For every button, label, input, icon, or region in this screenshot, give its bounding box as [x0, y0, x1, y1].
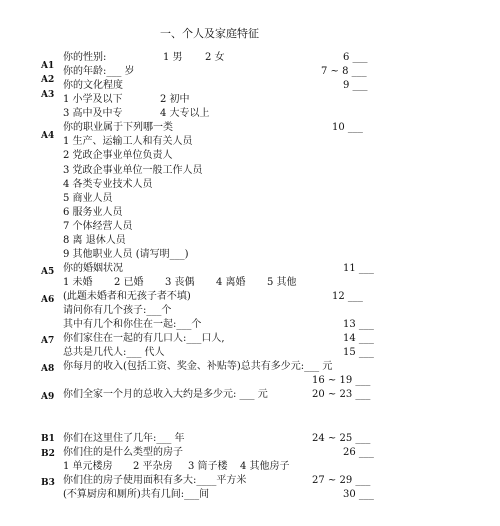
questionnaire-text: 你们全家一个月的总收入大约是多少元: ___ 元: [63, 389, 268, 400]
question-code: A5: [41, 267, 55, 277]
questionnaire-text: 你的职业属于下列哪一类: [63, 122, 173, 133]
answer-code-field: 14 ___: [343, 333, 374, 344]
questionnaire-text: 4 其他房子: [240, 461, 290, 472]
question-code: B1: [41, 434, 55, 444]
questionnaire-text: 4 各类专业技术人员: [63, 179, 153, 190]
questionnaire-text: 4 大专以上: [160, 108, 210, 119]
question-code: A1: [41, 61, 55, 71]
answer-code-field: 12 ___: [332, 291, 363, 302]
section-title: 一、个人及家庭特征: [160, 27, 259, 40]
answer-code-field: 20 ~ 23 ___: [312, 389, 371, 400]
answer-code-field: 6 ___: [343, 52, 368, 63]
questionnaire-text: 总共是几代人:___ 代人: [63, 347, 165, 358]
questionnaire-text: 你们在这里住了几年:___ 年: [63, 433, 185, 444]
questionnaire-text: 2 党政企事业单位负责人: [63, 150, 173, 161]
answer-code-field: 26 ___: [343, 447, 374, 458]
question-code: A2: [41, 75, 55, 85]
questionnaire-text: 其中有几个和你住在一起:___个: [63, 319, 202, 330]
questionnaire-text: 1 生产、运输工人和有关人员: [63, 136, 193, 147]
answer-code-field: 24 ~ 25 ___: [312, 433, 371, 444]
questionnaire-text: 你的文化程度: [63, 80, 123, 91]
questionnaire-text: 6 服务业人员: [63, 207, 123, 218]
questionnaire-text: 3 高中及中专: [63, 108, 123, 119]
answer-code-field: 15 ___: [343, 347, 374, 358]
answer-code-field: 7 ~ 8 ___: [321, 66, 367, 77]
answer-code-field: 9 ___: [343, 80, 368, 91]
questionnaire-text: 2 已婚: [114, 277, 144, 288]
questionnaire-text: 3 党政企事业单位一般工作人员: [63, 165, 203, 176]
answer-code-field: 13 ___: [343, 319, 374, 330]
answer-code-field: 10 ___: [332, 122, 363, 133]
questionnaire-text: 3 筒子楼: [188, 461, 228, 472]
questionnaire-text: 你们住的房子使用面积有多大:____平方米: [63, 475, 247, 486]
answer-code-field: 30 ___: [343, 489, 374, 500]
questionnaire-text: (不算厨房和厕所)共有几间:___间: [63, 489, 210, 500]
questionnaire-text: 3 丧偶: [165, 277, 195, 288]
answer-code-field: 11 ___: [343, 263, 374, 274]
answer-code-field: 9 其他职业人员 (请写明___): [63, 249, 189, 260]
answer-code-field: 27 ~ 29 ___: [312, 475, 371, 486]
questionnaire-text: 5 商业人员: [63, 193, 113, 204]
answer-code-field: 16 ~ 19 ___: [312, 375, 371, 386]
questionnaire-text: 2 平杂房: [133, 461, 173, 472]
questionnaire-text: 1 男: [163, 52, 183, 63]
question-code: A3: [41, 90, 55, 100]
questionnaire-text: 8 离 退休人员: [63, 235, 126, 246]
questionnaire-text: 你们住的是什么类型的房子: [63, 447, 183, 458]
questionnaire-text: 你的年龄:___ 岁: [63, 66, 135, 77]
questionnaire-text: 你的婚姻状况: [63, 263, 123, 274]
questionnaire-text: 1 未婚: [63, 277, 93, 288]
question-code: B2: [41, 449, 55, 459]
questionnaire-text: 你的性别:: [63, 52, 107, 63]
question-code: A8: [41, 364, 55, 374]
questionnaire-text: 2 初中: [160, 94, 190, 105]
questionnaire-text: 你每月的收入(包括工资、奖金、补贴等)总共有多少元:___ 元: [63, 361, 333, 372]
questionnaire-text: 4 离婚: [216, 277, 246, 288]
question-code: A7: [41, 336, 55, 346]
questionnaire-text: 请问你有几个孩子:___个: [63, 305, 172, 316]
questionnaire-text: 1 小学及以下: [63, 94, 123, 105]
questionnaire-text: 7 个体经营人员: [63, 221, 133, 232]
questionnaire-text: 你们家住在一起的有几口人:___口人,: [63, 333, 225, 344]
questionnaire-text: (此题未婚者和无孩子者不填): [63, 291, 191, 302]
question-code: A9: [41, 392, 55, 402]
questionnaire-text: 1 单元楼房: [63, 461, 113, 472]
question-code: B3: [41, 478, 55, 488]
question-code: A4: [41, 131, 55, 141]
questionnaire-text: 5 其他: [267, 277, 297, 288]
questionnaire-text: 2 女: [205, 52, 225, 63]
question-code: A6: [41, 295, 55, 305]
